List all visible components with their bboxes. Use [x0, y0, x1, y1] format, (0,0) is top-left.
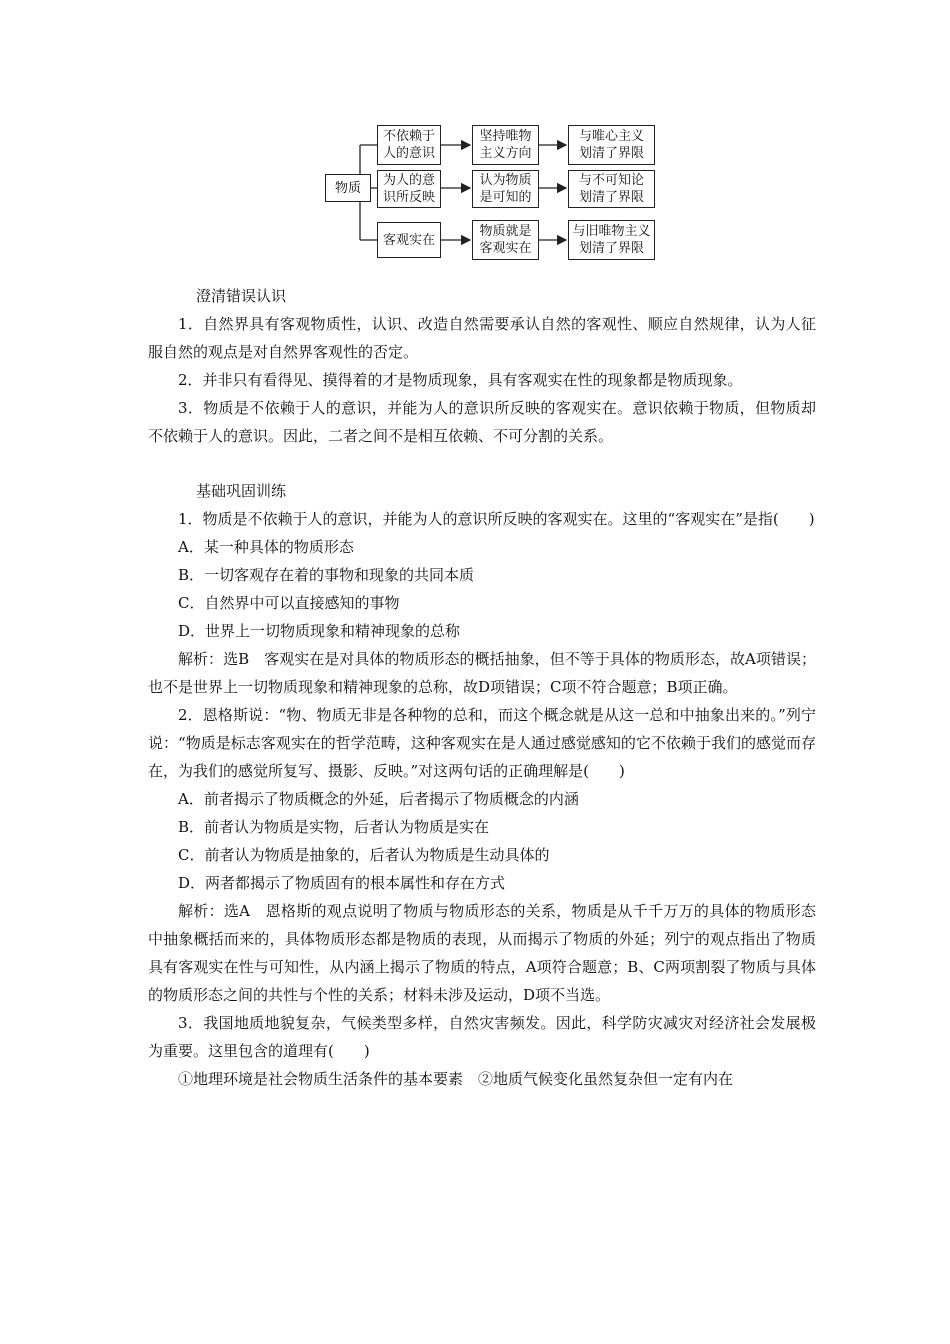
question-analysis: 解析：选B 客观实在是对具体的物质形态的概括抽象，但不等于具体的物质形态，故A项错误；也不是世界上一切物质现象和精神现象的总称，故D项错误；C项不符合题意；B项正确。	[148, 650, 816, 696]
question-option: ①地理环境是社会物质生活条件的基本要素 ②地质气候变化虽然复杂但一定有内在	[178, 1070, 734, 1088]
section-heading: 澄清错误认识	[196, 287, 287, 305]
question-stem: 2．恩格斯说：“物、物质无非是各种物的总和，而这个概念就是从这一总和中抽象出来的。”列宁说：“物质是标志客观实在的哲学范畴，这种客观实在是人通过感觉感知的它不依赖于我们的感觉而存在，为我们的感觉所复写、摄影、反映。”对这两句话的正确理解是( )	[148, 706, 816, 780]
question-stem: 1．物质是不依赖于人的意识，并能为人的意识所反映的客观实在。这里的“客观实在”是指( )	[178, 510, 815, 528]
stance-box: 坚持唯物 主义方向	[472, 125, 539, 165]
attribute-box: 客观实在	[377, 222, 441, 258]
document-body	[148, 282, 816, 1093]
section-heading: 基础巩固训练	[196, 482, 287, 500]
attribute-box: 为人的意 识所反映	[377, 170, 441, 208]
clarify-item: 3．物质是不依赖于人的意识，并能为人的意识所反映的客观实在。意识依赖于物质，但物质却不依赖于人的意识。因此，二者之间不是相互依赖、不可分割的关系。	[148, 399, 816, 445]
section-gap	[148, 450, 816, 477]
result-box: 与唯心主义 划清了界限	[568, 125, 655, 165]
question-option: A．某一种具体的物质形态	[178, 538, 354, 556]
root-box-matter: 物质	[325, 174, 371, 202]
question-option: B．前者认为物质是实物，后者认为物质是实在	[178, 818, 490, 836]
clarify-item: 1．自然界具有客观物质性，认识、改造自然需要承认自然的客观性、顺应自然规律，认为人征服自然的观点是对自然界客观性的否定。	[148, 315, 816, 361]
clarify-item: 2．并非只有看得见、摸得着的才是物质现象，具有客观实在性的现象都是物质现象。	[178, 371, 743, 389]
result-box: 与旧唯物主义 划清了界限	[568, 220, 655, 260]
attribute-box: 不依赖于 人的意识	[377, 125, 441, 165]
question-option: D．两者都揭示了物质固有的根本属性和存在方式	[178, 874, 506, 892]
question-analysis: 解析：选A 恩格斯的观点说明了物质与物质形态的关系，物质是从千千万万的具体的物质形态中抽象概括而来的，具体物质形态都是物质的表现，从而揭示了物质的外延；列宁的观点指出了物质具有客观实在性与可知性，从内涵上揭示了物质的特点，A项符合题意；B、C两项割裂了物质与具体的物质形态之间的共性与个性的关系；材料未涉及运动，D项不当选。	[148, 902, 816, 1004]
stance-box: 物质就是 客观实在	[472, 220, 539, 260]
question-option: B．一切客观存在着的事物和现象的共同本质	[178, 566, 475, 584]
question-option: C．前者认为物质是抽象的，后者认为物质是生动具体的	[178, 846, 550, 864]
question-stem: 3．我国地质地貌复杂，气候类型多样，自然灾害频发。因此，科学防灾减灾对经济社会发展极为重要。这里包含的道理有( )	[148, 1014, 816, 1060]
stance-box: 认为物质 是可知的	[472, 170, 539, 208]
question-option: D．世界上一切物质现象和精神现象的总称	[178, 622, 461, 640]
question-option: C．自然界中可以直接感知的事物	[178, 594, 400, 612]
result-box: 与不可知论 划清了界限	[568, 170, 655, 208]
matter-concept-diagram	[0, 0, 950, 280]
question-option: A．前者揭示了物质概念的外延，后者揭示了物质概念的内涵	[178, 790, 579, 808]
